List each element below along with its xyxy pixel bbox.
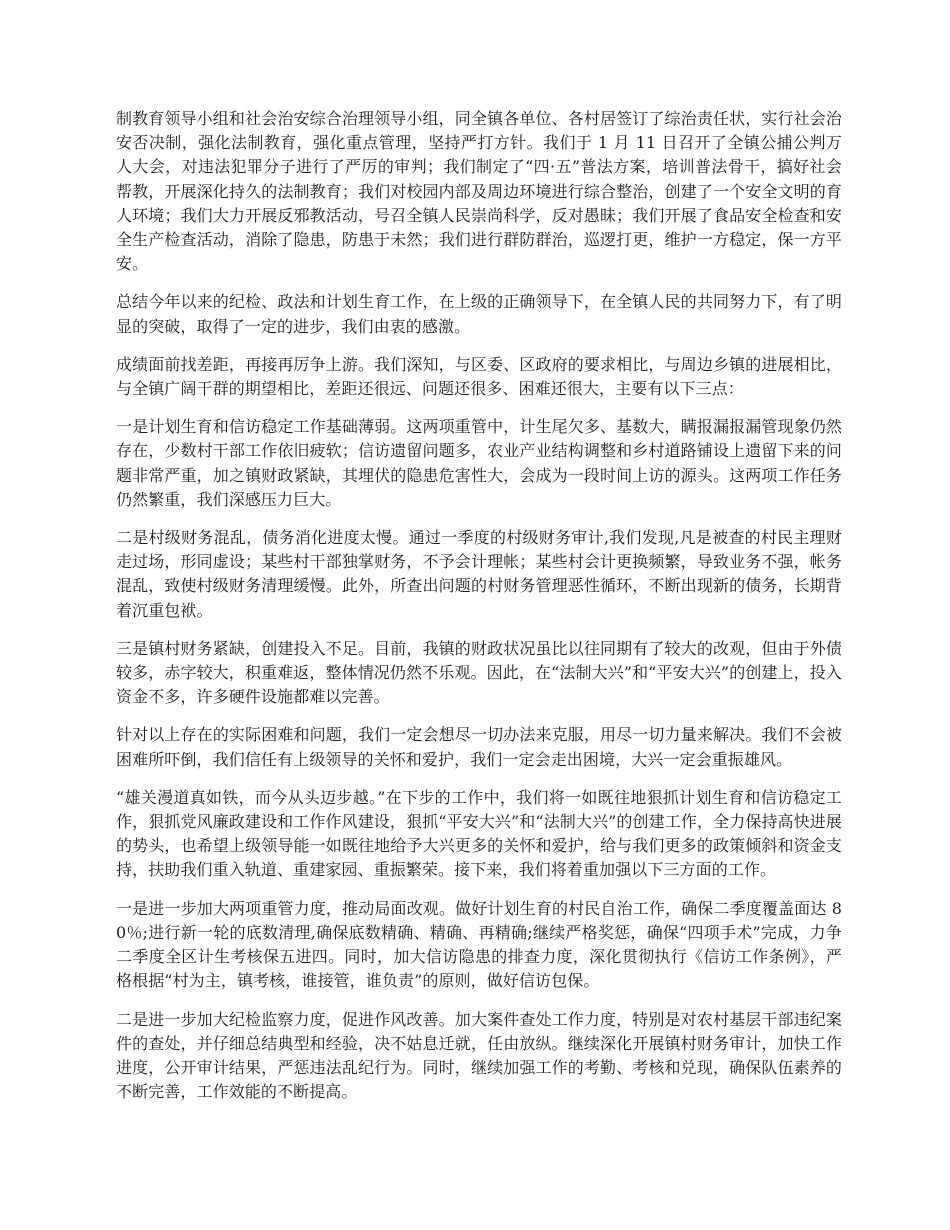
paragraph-3: 成绩面前找差距，再接再厉争上游。我们深知，与区委、区政府的要求相比，与周边乡镇的进展相比，与全镇广阔干群的期望相比，差距还很远、问题还很多、困难还很大，主要有以下三点： [116, 354, 842, 399]
paragraph-6: 三是镇村财务紧缺，创建投入不足。目前，我镇的财政状况虽比以往同期有了较大的改观，但由于外债较多，赤字较大，积重难返，整体情况仍然不乐观。因此，在“法制大兴”和“平安大兴”的创建上，投入资金不多，许多硬件设施都难以完善。 [116, 638, 842, 707]
paragraph-9: 一是进一步加大两项重管力度，推动局面改观。做好计划生育的村民自治工作，确保二季度覆盖面达 80％;进行新一轮的底数清理,确保底数精确、精确、再精确;继续严格奖惩，确保“四项手术”完成，力争二季度全区计生考核保五进四。同时，加大信访隐患的排查力度，深化贯彻执行《信访工作条例》，严格根据“村为主，镇考核，谁接管，谁负责”的原则，做好信访包保。 [116, 898, 842, 991]
paragraph-10: 二是进一步加大纪检监察力度，促进作风改善。加大案件查处工作力度，特别是对农村基层干部违纪案件的查处，并仔细总结典型和经验，决不姑息迁就，任由放纵。继续深化开展镇村财务审计，加快工作进度，公开审计结果，严惩违法乱纪行为。同时，继续加强工作的考勤、考核和兑现，确保队伍素养的不断完善，工作效能的不断提高。 [116, 1009, 842, 1102]
paragraph-4: 一是计划生育和信访稳定工作基础薄弱。这两项重管中，计生尾欠多、基数大，瞒报漏报漏管现象仍然存在，少数村干部工作依旧疲软；信访遗留问题多，农业产业结构调整和乡村道路铺设上遗留下来的问题非常严重，加之镇财政紧缺，其埋伏的隐患危害性大，会成为一段时间上访的源头。这两项工作任务仍然繁重，我们深感压力巨大。 [116, 417, 842, 509]
document-body [116, 107, 842, 1118]
paragraph-5: 二是村级财务混乱，债务消化进度太慢。通过一季度的村级财务审计,我们发现,凡是被查的村民主理财走过场，形同虚设；某些村干部独掌财务，不予会计理帐；某些村会计更换频繁，导致业务不强，帐务混乱，致使村级财务清理缓慢。此外，所查出问题的村财务管理恶性循环，不断出现新的债务，长期背着沉重包袱。 [116, 528, 842, 620]
paragraph-8: “雄关漫道真如铁，而今从头迈步越。”在下步的工作中，我们将一如既往地狠抓计划生育和信访稳定工作，狠抓党风廉政建设和工作作风建设，狠抓“平安大兴”和“法制大兴”的创建工作，全力保持高快进展的势头，也希望上级领导能一如既往地给予大兴更多的关怀和爱护，给与我们更多的政策倾斜和资金支持，扶助我们重入轨道、重建家园、重振繁荣。接下来，我们将着重加强以下三方面的工作。 [116, 787, 842, 880]
paragraph-2: 总结今年以来的纪检、政法和计划生育工作，在上级的正确领导下，在全镇人民的共同努力下，有了明显的突破，取得了一定的进步，我们由衷的感激。 [116, 292, 842, 336]
paragraph-7: 针对以上存在的实际困难和问题，我们一定会想尽一切办法来克服，用尽一切力量来解决。我们不会被困难所吓倒，我们信任有上级领导的关怀和爱护，我们一定会走出困境，大兴一定会重振雄风。 [116, 725, 842, 769]
paragraph-1: 制教育领导小组和社会治安综合治理领导小组，同全镇各单位、各村居签订了综治责任状，实行社会治安否决制，强化法制教育，强化重点管理，坚持严打方针。我们于 1 月 11 日召开了全镇公捕公判万人大会，对违法犯罪分子进行了严厉的审判；我们制定了“四·五”普法方案，培训普法骨干，搞好社会帮教，开展深化持久的法制教育；我们对校园内部及周边环境进行综合整治，创建了一个安全文明的育人环境；我们大力开展反邪教活动，号召全镇人民崇尚科学，反对愚昧；我们开展了食品安全检查和安全生产检查活动，消除了隐患，防患于未然；我们进行群防群治，巡逻打更，维护一方稳定，保一方平安。 [116, 109, 842, 274]
